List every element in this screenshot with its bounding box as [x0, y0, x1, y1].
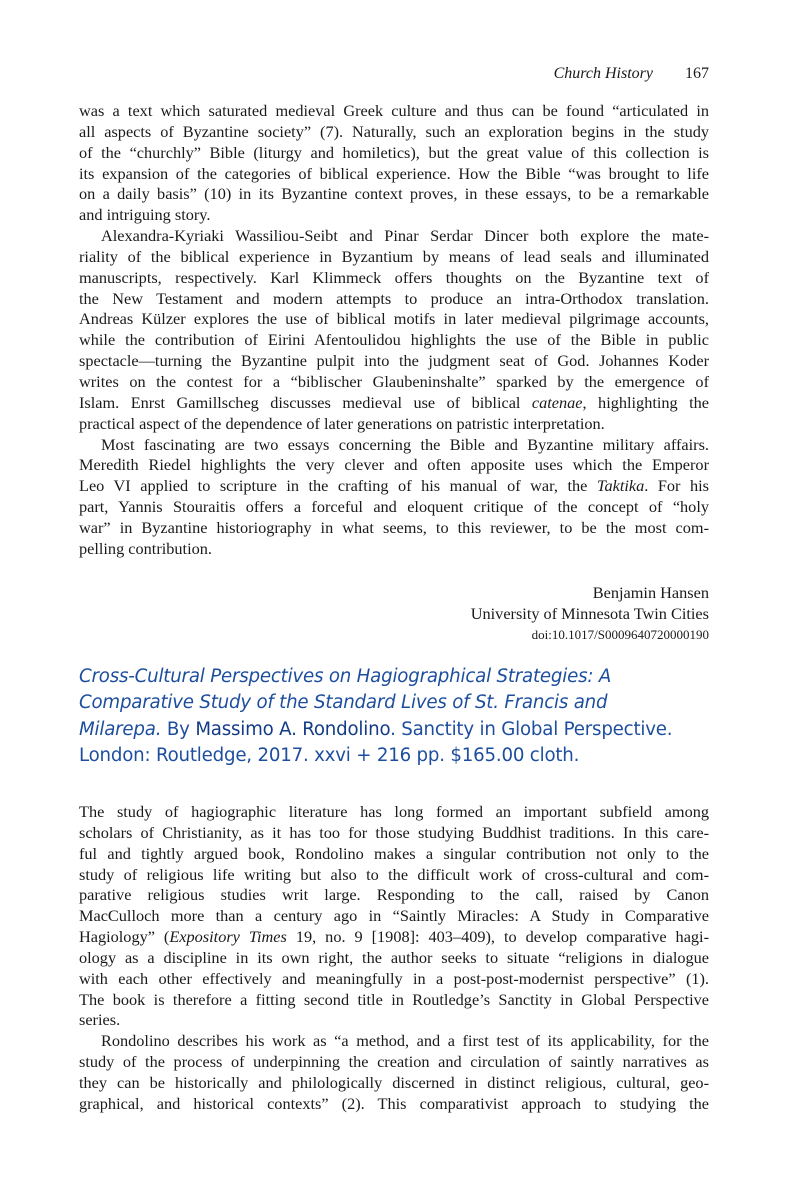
review1-doi: doi:10.1017/S0009640720000190	[531, 627, 709, 642]
text-line: The book is therefore a fitting second title in Routledge’s Sanctity in Global Perspective	[79, 989, 709, 1009]
running-head-journal-title: Church History	[553, 65, 653, 82]
by-label: By	[161, 718, 196, 740]
text-line: study of the process of underpinning the creation and circulation of saintly narratives as	[79, 1052, 709, 1072]
text-line: Andreas Külzer explores the use of biblical motifs in later medieval pilgrimage accounts,	[79, 309, 709, 329]
text-line: ology as a discipline in its own right, the author seeks to situate “religions in dialogue	[79, 947, 709, 967]
text-line: riality of the biblical experience in Byzantium by means of lead seals and illuminated	[79, 246, 709, 266]
reviewer-affiliation: University of Minnesota Twin Cities	[470, 604, 709, 623]
paragraph	[79, 435, 709, 560]
text-line: MacCulloch more than a century ago in “Saintly Miracles: A Study in Comparative	[79, 906, 709, 926]
text-line: Rondolino describes his work as “a method, and a first test of its applicability, for the	[101, 1031, 709, 1051]
review1-body	[79, 101, 709, 560]
text-line: Leo VI applied to scripture in the crafting of his manual of war, the Taktika. For his	[79, 476, 709, 496]
review2-heading	[79, 664, 719, 769]
text-line: while the contribution of Eirini Afentoulidou highlights the use of the Bible in public	[79, 330, 709, 350]
text-line: manuscripts, respectively. Karl Klimmeck offers thoughts on the Byzantine text of	[79, 267, 709, 287]
review2-body	[79, 802, 709, 1115]
paragraph	[79, 101, 709, 226]
text-line: they can be historically and philologically discerned in distinct religious, cultural, geo-	[79, 1072, 709, 1092]
paragraph	[79, 226, 709, 434]
text-line: part, Yannis Stouraitis offers a forceful and eloquent critique of the concept of “holy	[79, 497, 709, 517]
reviewer-name: Benjamin Hansen	[592, 583, 709, 602]
text-line: of the “churchly” Bible (liturgy and homiletics), but the great value of this collection is	[79, 142, 709, 162]
text-line: ful and tightly argued book, Rondolino makes a singular contribution not only to the	[79, 843, 709, 863]
text-line: parative religious studies writ large. Responding to the call, raised by Canon	[79, 885, 709, 905]
text-line: the New Testament and modern attempts to produce an intra-Orthodox translation.	[79, 288, 709, 308]
book-title-line-3: Milarepa.	[79, 718, 162, 740]
text-line: war” in Byzantine historiography in what seems, to this reviewer, to be the most com-	[79, 517, 709, 537]
text-line: pelling contribution.	[79, 538, 212, 558]
text-line: graphical, and historical contexts” (2). This comparativist approach to studying the	[79, 1093, 709, 1113]
text-line: Islam. Enrst Gamillscheg discusses medieval use of biblical catenae, highlighting the	[79, 392, 710, 412]
paragraph	[79, 802, 709, 1031]
text-line: was a text which saturated medieval Greek culture and thus can be found “articulated in	[79, 101, 709, 120]
book-publication-info: London: Routledge, 2017. xxvi + 216 pp. $165.00 cloth.	[79, 744, 580, 766]
text-line: Most fascinating are two essays concerning the Bible and Byzantine military affairs.	[101, 434, 709, 454]
book-title-line-2: Comparative Study of the Standard Lives of St. Francis and	[79, 692, 608, 714]
text-line: practical aspect of the dependence of later generations on patristic interpretation.	[79, 413, 605, 433]
paragraph	[79, 1031, 709, 1114]
running-head	[554, 64, 709, 84]
text-line: all aspects of Byzantine society” (7). Naturally, such an exploration begins in the study	[79, 121, 709, 141]
text-line: and intriguing story.	[79, 205, 211, 225]
page-number: 167	[685, 65, 709, 82]
text-line: Meredith Riedel highlights the very clever and often apposite uses which the Emperor	[79, 455, 709, 475]
book-series: . Sanctity in Global Perspective.	[390, 718, 673, 740]
text-line: on a daily basis” (10) in its Byzantine context proves, in these essays, to be a remarkable	[79, 184, 709, 204]
book-author: Massimo A. Rondolino	[195, 718, 391, 740]
review1-signature	[471, 582, 709, 645]
text-line: spectacle—turning the Byzantine pulpit into the judgment seat of God. Johannes Koder	[79, 351, 709, 371]
text-line: writes on the contest for a “biblischer Glaubeninshalte” sparked by the emergence of	[79, 371, 709, 391]
text-line: scholars of Christianity, as it has too for those studying Buddhist traditions. In this care-	[79, 822, 709, 842]
text-line: study of religious life writing but also to the difficult work of cross-cultural and com-	[79, 864, 709, 884]
text-line: series.	[79, 1010, 121, 1030]
text-line: with each other effectively and meaningfully in a post-post-modernist perspective” (1).	[79, 968, 709, 988]
text-line: Hagiology” (Expository Times 19, no. 9 [1908]: 403–409), to develop comparative hagi-	[79, 927, 710, 947]
text-line: Alexandra-Kyriaki Wassiliou-Seibt and Pinar Serdar Dincer both explore the mate-	[101, 226, 709, 246]
text-line: The study of hagiographic literature has long formed an important subfield among	[79, 802, 709, 821]
book-title-line-1: Cross-Cultural Perspectives on Hagiographical Strategies: A	[79, 666, 612, 687]
text-line: its expansion of the categories of biblical experience. How the Bible “was brought to life	[79, 163, 709, 183]
